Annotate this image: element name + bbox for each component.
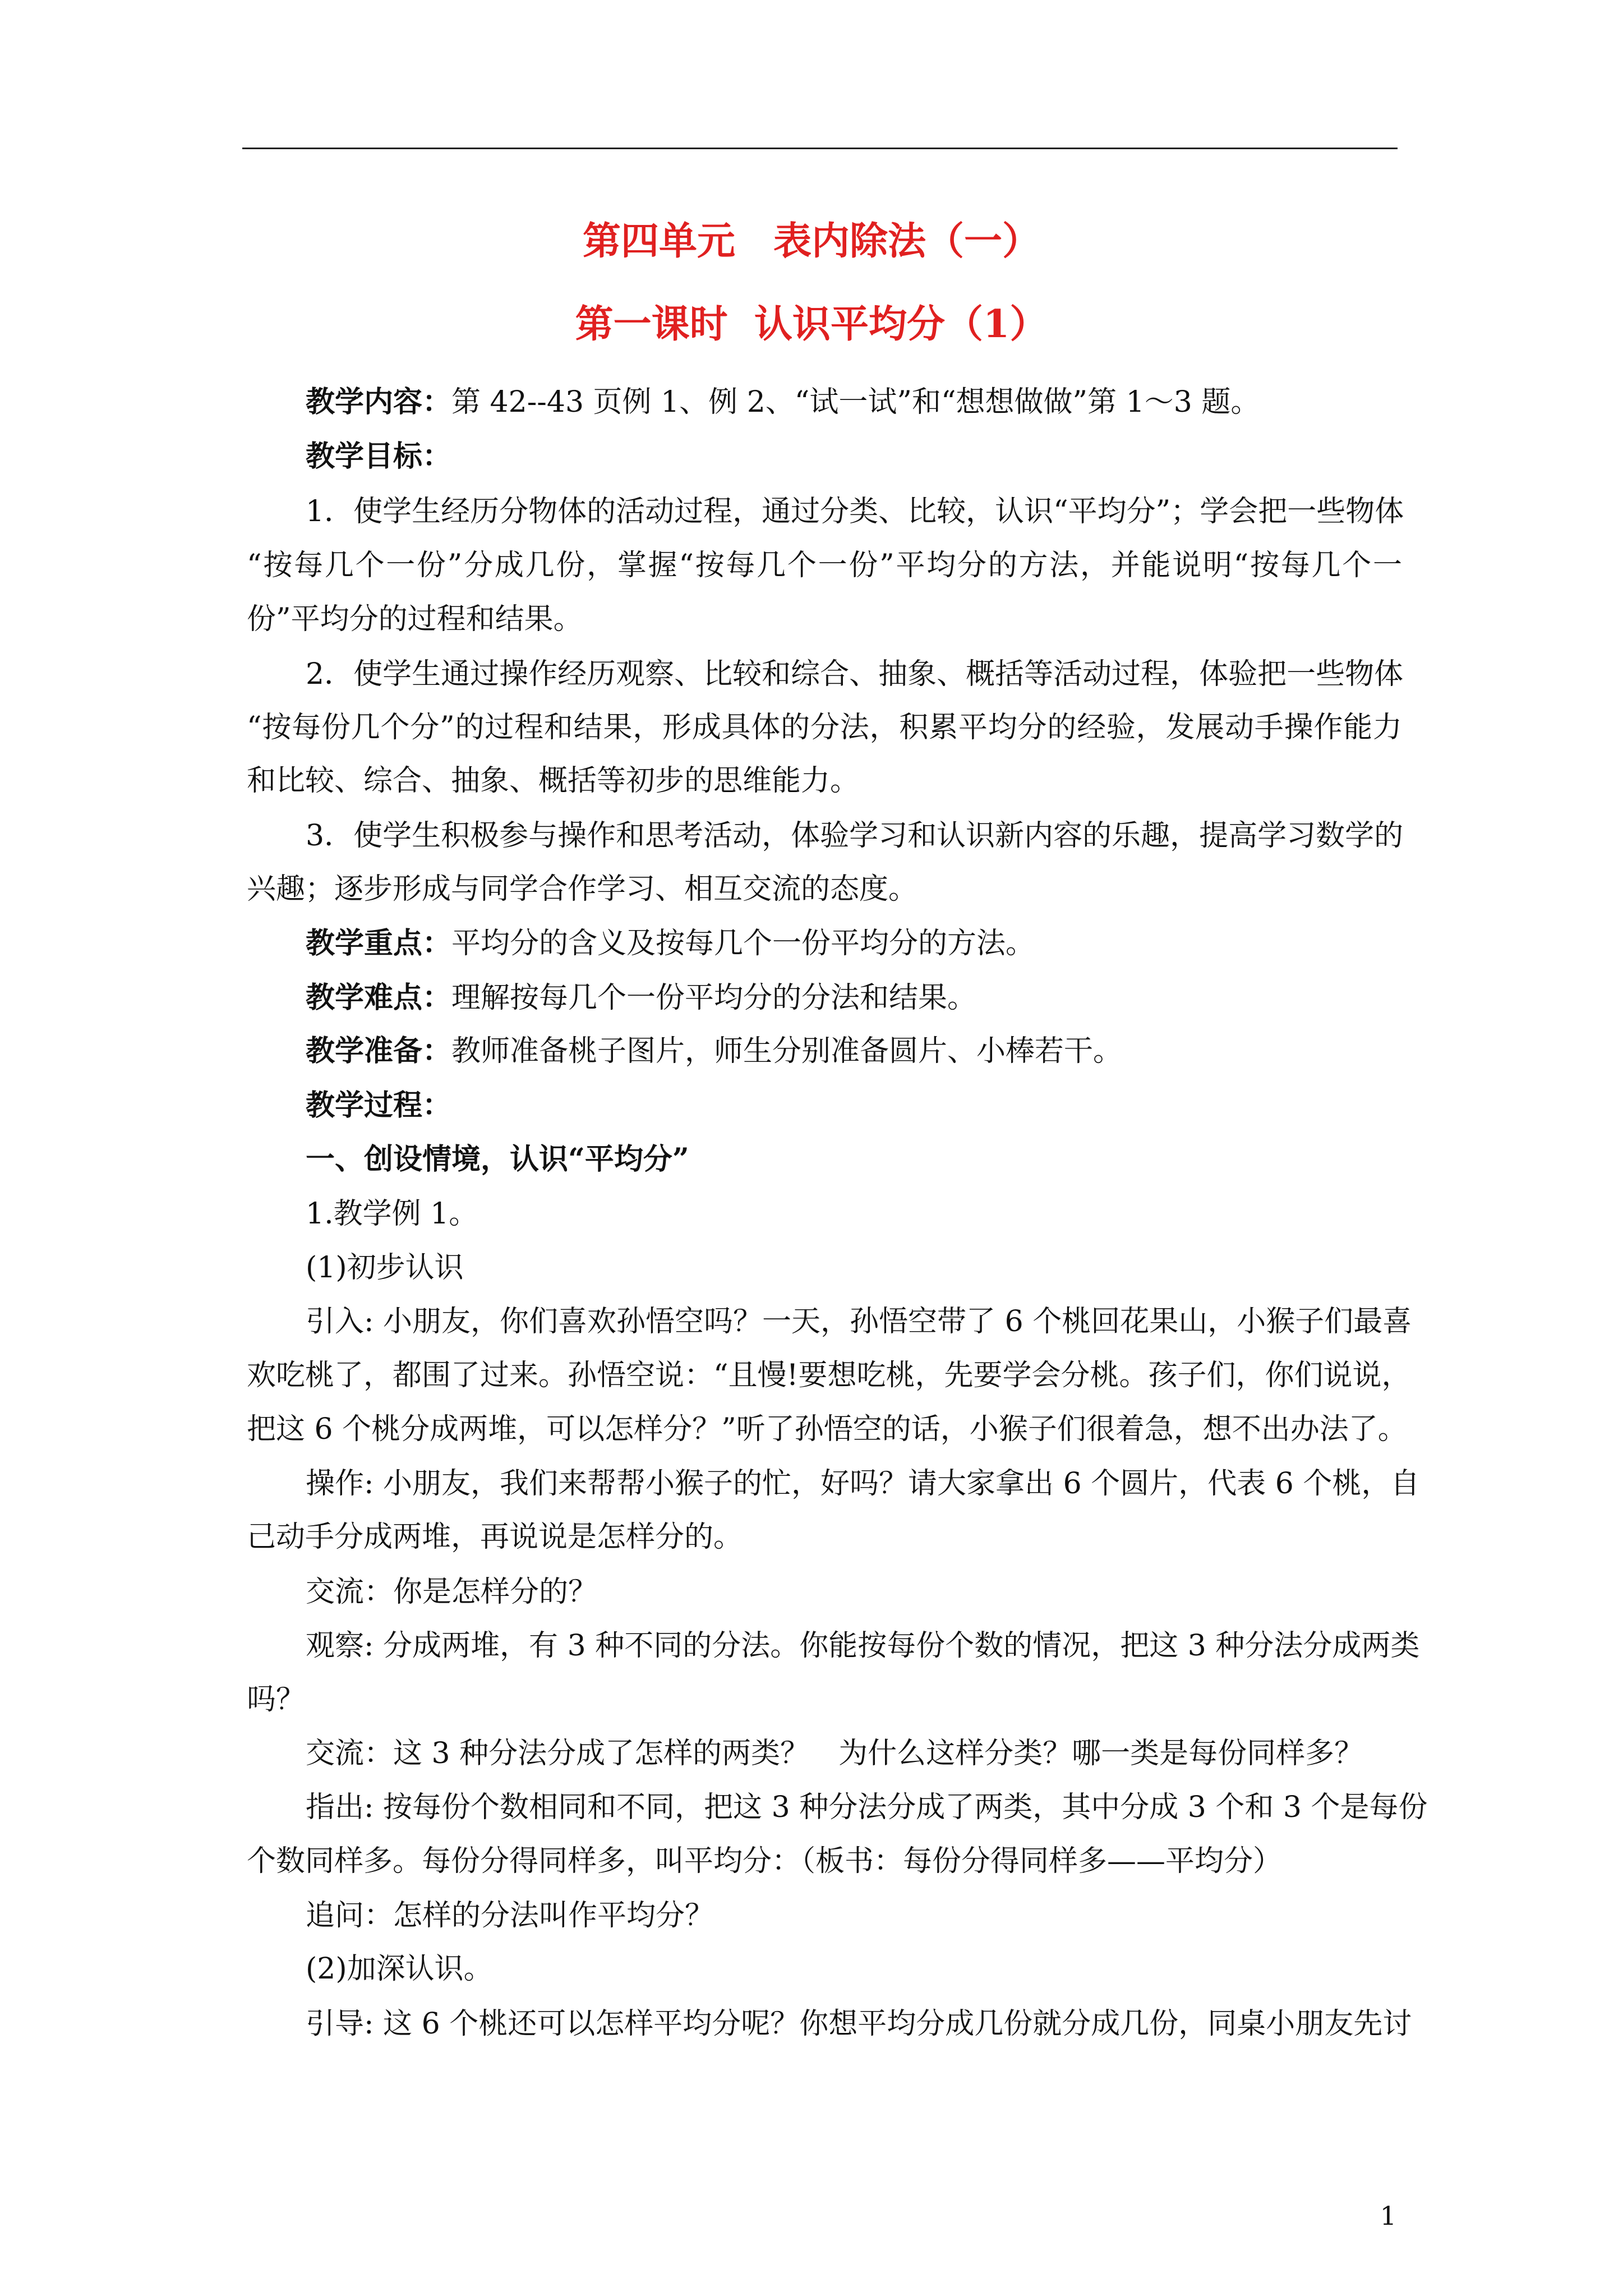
teaching-content-text: 第 42--43 页例 1、例 2、“试一试”和“想想做做”第 1～3 题。: [451, 385, 1260, 419]
operate-line-1: 操作: 小朋友，我们来帮帮小猴子的忙，好吗？请大家拿出 6 个圆片，代表 6 个桃，自: [306, 1467, 1420, 1501]
follow-up-question: 追问：怎样的分法叫作平均分？: [306, 1899, 714, 1932]
objective-3-line-2: 兴趣；逐步形成与同学合作学习、相互交流的态度。: [247, 872, 918, 906]
unit-title: 第四单元 表内除法（一）: [582, 219, 1040, 264]
observe-line-2: 吗？: [247, 1683, 306, 1717]
guide-line-1: 引导: 这 6 个桃还可以怎样平均分呢？你想平均分成几份就分成几份，同桌小朋友先讨: [306, 2007, 1412, 2041]
preparation: [306, 1032, 1402, 1070]
section-1-heading: 一、创设情境，认识“平均分”: [306, 1142, 689, 1176]
part-1-heading: (1)初步认识: [306, 1251, 464, 1285]
objective-1-line-1: 1．使学生经历分物体的活动过程，通过分类、比较，认识“平均分”；学会把一些物体: [306, 495, 1404, 528]
objectives-label: 教学目标：: [306, 439, 452, 473]
process-label: 教学过程：: [306, 1088, 452, 1122]
observe-line-1: 观察: 分成两堆，有 3 种不同的分法。你能按每份个数的情况，把这 3 种分法分成两类: [306, 1629, 1420, 1663]
exchange-2: 交流：这 3 种分法分成了怎样的两类？ 为什么这样分类？哪一类是每份同样多？: [306, 1737, 1364, 1770]
example-1: 1.教学例 1。: [306, 1197, 478, 1231]
objective-2-line-2: “按每份几个分”的过程和结果，形成具体的分法，积累平均分的经验，发展动手操作能力: [247, 711, 1402, 744]
difficulty-label: 教学难点：: [306, 981, 452, 1015]
key-point-text: 平均分的含义及按每几个一份平均分的方法。: [451, 927, 1035, 960]
objective-1-line-3: 份”平均分的过程和结果。: [247, 602, 583, 636]
intro-line-1: 引入: 小朋友，你们喜欢孙悟空吗？一天，孙悟空带了 6 个桃回花果山，小猴子们最喜: [306, 1305, 1412, 1338]
page-number: 1: [1380, 2201, 1396, 2231]
preparation-text: 教师准备桃子图片，师生分别准备圆片、小棒若干。: [451, 1034, 1123, 1068]
exchange-1: 交流：你是怎样分的？: [306, 1575, 598, 1609]
objective-2-line-3: 和比较、综合、抽象、概括等初步的思维能力。: [247, 764, 860, 798]
objective-3-line-1: 3．使学生积极参与操作和思考活动，体验学习和认识新内容的乐趣，提高学习数学的: [306, 819, 1404, 853]
intro-line-3: 把这 6 个桃分成两堆，可以怎样分？”听了孙悟空的话，小猴子们很着急，想不出办法了。: [247, 1412, 1407, 1446]
point-out-line-1: 指出: 按每份个数相同和不同，把这 3 种分法分成了两类，其中分成 3 个和 3 个是每份: [306, 1791, 1428, 1824]
header-rule: [242, 148, 1398, 149]
teaching-content-label: 教学内容：: [306, 385, 452, 419]
operate-line-2: 己动手分成两堆，再说说是怎样分的。: [247, 1520, 743, 1554]
objective-2-line-1: 2．使学生通过操作经历观察、比较和综合、抽象、概括等活动过程，体验把一些物体: [306, 657, 1404, 691]
intro-line-2: 欢吃桃了，都围了过来。孙悟空说：“且慢!要想吃桃，先要学会分桃。孩子们，你们说说，: [247, 1359, 1411, 1392]
key-point: [306, 924, 1402, 963]
difficulty: [306, 979, 1402, 1017]
part-2-heading: (2)加深认识。: [306, 1952, 493, 1986]
preparation-label: 教学准备：: [306, 1034, 452, 1068]
lesson-title: 第一课时 认识平均分（1）: [575, 302, 1048, 347]
key-point-label: 教学重点：: [306, 926, 452, 960]
objective-1-line-2: “按每几个一份”分成几份，掌握“按每几个一份”平均分的方法，并能说明“按每几个一: [247, 549, 1402, 582]
point-out-line-2: 个数同样多。每份分得同样多，叫平均分：（板书：每份分得同样多——平均分）: [247, 1844, 1283, 1878]
difficulty-text: 理解按每几个一份平均分的分法和结果。: [451, 981, 977, 1015]
teaching-content: [306, 383, 1402, 421]
